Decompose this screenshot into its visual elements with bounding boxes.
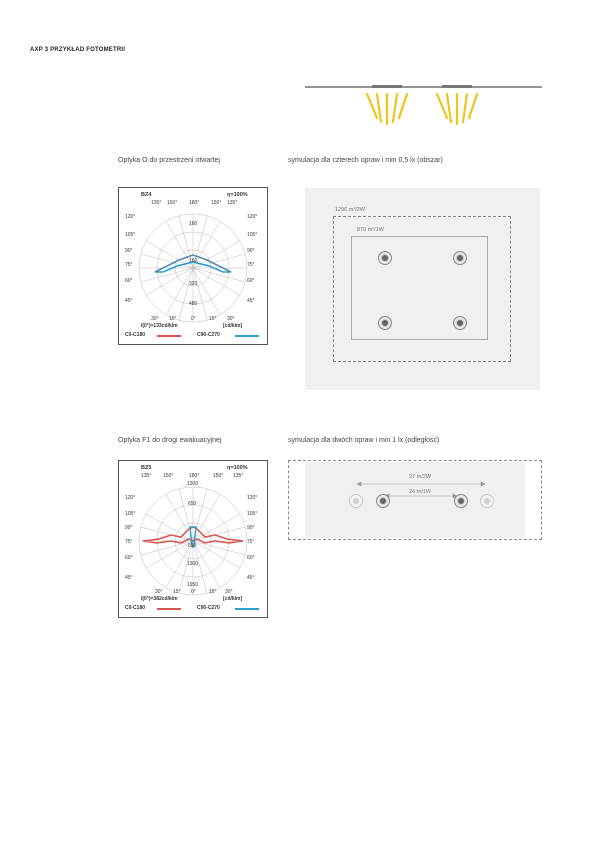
radial-value: 1300 — [187, 481, 199, 487]
angle-label: 90° — [125, 525, 133, 531]
radial-value: 1300 — [187, 561, 199, 567]
angle-label: 15° — [173, 589, 181, 595]
legend-c0-c180: C0-C180 — [125, 332, 146, 338]
intensity-label: I(0°)=133cd/klm — [141, 323, 178, 329]
inner-area-boundary — [351, 236, 488, 340]
intensity-label: I(0°)=382cd/klm — [141, 596, 178, 602]
outer-area-label: 1296 m²/2W — [335, 207, 365, 213]
angle-label: 45° — [125, 298, 133, 304]
luminaire-marker — [378, 251, 392, 265]
angle-label: 45° — [247, 575, 255, 581]
angle-label: 120° — [125, 214, 136, 220]
simulation-four-panel — [305, 188, 540, 390]
luminaire-marker-ghost — [349, 494, 363, 508]
angle-label: 105° — [247, 511, 258, 517]
radial-value: 650 — [188, 501, 197, 507]
luminaire-marker-ghost — [480, 494, 494, 508]
angle-label: 15° — [209, 589, 217, 595]
inner-area-label: 870 m²/1W — [357, 227, 384, 233]
luminaire-marker — [453, 316, 467, 330]
polar-diagram-f1 — [118, 460, 268, 618]
simulation-two-panel — [305, 462, 525, 538]
page-header: AXP 3 PRZYKŁAD FOTOMETRII — [30, 47, 126, 53]
angle-label: 75° — [247, 262, 255, 268]
angle-label: 0° — [191, 589, 196, 595]
radial-value: 480 — [189, 301, 198, 307]
radial-value: 160 — [189, 258, 198, 264]
polar-code: BZ5 — [141, 465, 152, 471]
legend-c90-c270-swatch — [235, 608, 259, 610]
polar-diagram-o — [118, 187, 268, 345]
angle-label: 45° — [125, 575, 133, 581]
polar-code: BZ4 — [141, 192, 152, 198]
angle-label: 30° — [151, 316, 159, 322]
unit-label: [cd/klm] — [223, 596, 243, 602]
angle-label: 105° — [125, 511, 136, 517]
angle-label: 0° — [191, 316, 196, 322]
luminaire-marker — [453, 251, 467, 265]
inner-distance-label: 24 m/1W — [409, 489, 432, 495]
angle-label: 120° — [247, 495, 258, 501]
legend-c0-c180: C0-C180 — [125, 605, 146, 611]
angle-label: 30° — [155, 589, 163, 595]
angle-label: 90° — [125, 248, 133, 254]
angle-label: 75° — [125, 539, 133, 545]
unit-label: [cd/klm] — [223, 323, 243, 329]
polar-efficiency: η=100% — [227, 192, 248, 198]
legend-c90-c270: C90-C270 — [197, 332, 220, 338]
angle-label: 120° — [247, 214, 258, 220]
simulation-four-caption: symulacja dla czterech opraw i min 0,5 lx (obszar) — [288, 157, 443, 164]
optics-o-caption: Optyka O do przestrzeni otwartej — [118, 157, 220, 164]
legend-c90-c270-swatch — [235, 335, 259, 337]
angle-label: 60° — [247, 278, 255, 284]
legend-c90-c270: C90-C270 — [197, 605, 220, 611]
ceiling-luminaire-illustration — [300, 80, 545, 128]
angle-label: 135° — [141, 473, 152, 479]
angle-label: 105° — [125, 232, 136, 238]
polar-efficiency: η=100% — [227, 465, 248, 471]
luminaire-marker — [454, 494, 468, 508]
outer-distance-label: 27 m/2W — [409, 474, 432, 480]
angle-label: 15° — [169, 316, 177, 322]
angle-label: 135° — [227, 200, 238, 206]
angle-label: 15° — [209, 316, 217, 322]
luminaire-marker — [376, 494, 390, 508]
angle-label: 105° — [247, 232, 258, 238]
angle-label: 150° — [163, 473, 174, 479]
angle-label: 90° — [247, 248, 255, 254]
luminaire-marker — [378, 316, 392, 330]
angle-label: 30° — [227, 316, 235, 322]
angle-label: 60° — [125, 278, 133, 284]
angle-label: 150° — [211, 200, 222, 206]
radial-value: 1950 — [187, 582, 199, 588]
angle-label: 135° — [233, 473, 244, 479]
angle-label: 180° — [189, 473, 200, 479]
radial-value: 650 — [188, 543, 197, 549]
legend-c0-c180-swatch — [157, 608, 181, 610]
radial-value: 160 — [189, 221, 198, 227]
radial-value: 320 — [189, 281, 198, 287]
angle-label: 75° — [125, 262, 133, 268]
angle-label: 60° — [125, 555, 133, 561]
angle-label: 30° — [225, 589, 233, 595]
angle-label: 120° — [125, 495, 136, 501]
angle-label: 75° — [247, 539, 255, 545]
angle-label: 150° — [213, 473, 224, 479]
simulation-two-caption: symulacja dla dwóch opraw i min 1 lx (odległość) — [288, 437, 440, 444]
angle-label: 135° — [151, 200, 162, 206]
angle-label: 60° — [247, 555, 255, 561]
angle-label: 90° — [247, 525, 255, 531]
optics-f1-caption: Optyka F1 do drogi ewakuacyjnej — [118, 437, 222, 444]
angle-label: 45° — [247, 298, 255, 304]
angle-label: 150° — [167, 200, 178, 206]
legend-c0-c180-swatch — [157, 335, 181, 337]
angle-label: 180° — [189, 200, 200, 206]
